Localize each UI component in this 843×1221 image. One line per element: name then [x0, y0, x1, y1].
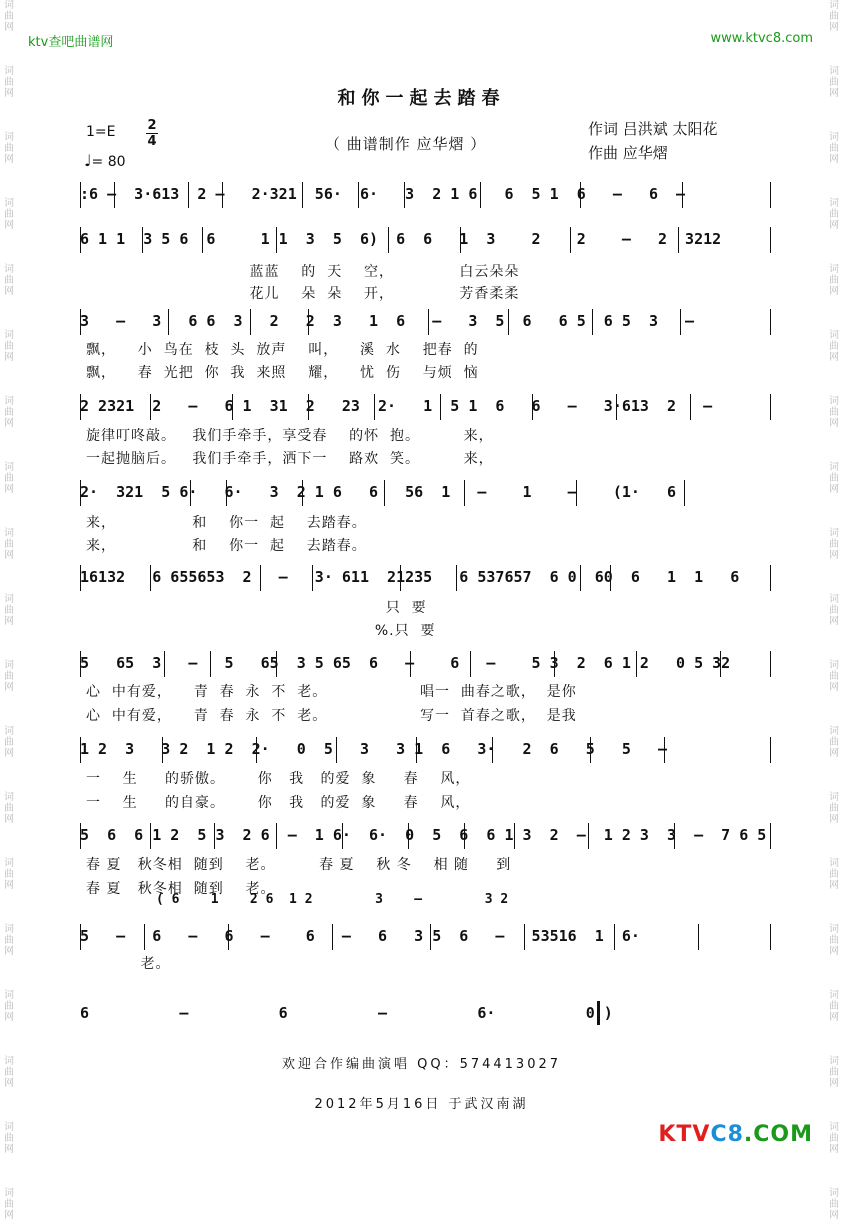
watermark-text: 词 曲 网	[4, 660, 14, 693]
watermark-text: 词 曲 网	[4, 462, 14, 495]
barline	[144, 924, 145, 950]
watermark-text: 词 曲 网	[829, 726, 839, 759]
barline	[80, 651, 81, 677]
barline	[384, 480, 385, 506]
watermark-text: 词 曲 网	[829, 990, 839, 1023]
tempo-marking	[84, 151, 126, 170]
barline	[336, 737, 337, 763]
lyric-line: 一 生 的骄傲。 你 我 的爱 象 春 风，	[86, 771, 471, 787]
barline	[228, 924, 229, 950]
quarter-note-icon: ♩	[84, 151, 92, 170]
barline	[80, 480, 81, 506]
barline	[80, 737, 81, 763]
barline	[508, 309, 509, 335]
barline	[80, 565, 81, 591]
barline	[80, 309, 81, 335]
barline	[408, 823, 409, 849]
barline	[342, 823, 343, 849]
barline	[770, 651, 771, 677]
barline	[222, 182, 223, 208]
watermark-text: 词 曲 网	[829, 1188, 839, 1221]
score-row	[80, 927, 775, 945]
barline	[616, 394, 617, 420]
barline	[256, 737, 257, 763]
barline	[770, 924, 771, 950]
watermark-text: 词 曲 网	[4, 330, 14, 363]
watermark-text: 词 曲 网	[829, 132, 839, 165]
score-row	[80, 568, 775, 586]
barline	[226, 480, 227, 506]
barline	[210, 651, 211, 677]
barline	[514, 823, 515, 849]
barline	[332, 924, 333, 950]
site-name-left[interactable]: ktv查吧曲谱网	[28, 35, 114, 50]
barline	[276, 823, 277, 849]
right-watermark-strip	[825, 0, 843, 1221]
score-row	[80, 654, 775, 672]
watermark-text: 词 曲 网	[4, 0, 14, 33]
watermark-text: 词 曲 网	[829, 1056, 839, 1089]
composer-credit: 作曲 应华熠	[588, 144, 668, 162]
date-note: 2012年5月16日 于武汉南湖	[314, 1097, 529, 1112]
score-row	[80, 483, 775, 501]
barline	[456, 565, 457, 591]
lyric-line: 花儿 朵 朵 开， 芳香柔柔	[86, 286, 520, 302]
contact-note: 欢迎合作编曲演唱 QQ：574413027	[281, 1057, 562, 1072]
barline	[680, 309, 681, 335]
watermark-text: 词 曲 网	[829, 66, 839, 99]
final-barline	[597, 1001, 600, 1025]
barline	[416, 737, 417, 763]
barline	[214, 823, 215, 849]
lyric-line: 来， 和 你一 起 去踏春。	[86, 515, 367, 531]
barline	[460, 227, 461, 253]
lyric-line: 蓝蓝 的 天 空， 白云朵朵	[86, 264, 520, 280]
credits	[588, 117, 718, 165]
barline	[302, 182, 303, 208]
score-row	[80, 1004, 775, 1022]
barline	[664, 737, 665, 763]
watermark-text: 词 曲 网	[829, 1122, 839, 1155]
logo-part-com: .COM	[743, 1122, 813, 1147]
barline	[150, 394, 151, 420]
watermark-text: 词 曲 网	[829, 264, 839, 297]
barline	[190, 480, 191, 506]
watermark-text: 词 曲 网	[4, 264, 14, 297]
barline	[150, 823, 151, 849]
lyric-line: 一起抛脑后。 我们手牵手，洒下一 路欢 笑。 来，	[86, 451, 494, 467]
lyric-line: 春 夏 秋冬相 随到 老。 春 夏 秋 冬 相 随 到	[86, 857, 512, 873]
barline	[464, 823, 465, 849]
score-notes: :6 – 3·613 2 – 2·321 56· 6· 3 2 1 6 6 5 1 6 – 6 –	[80, 185, 686, 203]
barline	[770, 227, 771, 253]
barline	[684, 480, 685, 506]
barline	[698, 924, 699, 950]
barline	[614, 924, 615, 950]
barline	[202, 227, 203, 253]
barline	[682, 182, 683, 208]
barline	[80, 394, 81, 420]
barline	[276, 227, 277, 253]
lyric-line: 飘， 春 光把 你 我 来照 耀， 忧 伤 与烦 恼	[86, 365, 479, 381]
meter-top: 2	[147, 118, 157, 133]
barline	[770, 823, 771, 849]
score-row	[80, 826, 775, 844]
site-url-right[interactable]: www.ktvc8.com	[710, 31, 813, 46]
barline	[232, 394, 233, 420]
left-watermark-strip	[0, 0, 18, 1221]
barline	[580, 182, 581, 208]
barline	[188, 182, 189, 208]
watermark-text: 词 曲 网	[829, 660, 839, 693]
score-row	[80, 185, 775, 203]
score-notes: 16132 6 655653 2 – 3· 611 21235 6 537657 6 0 60 6 1 1 6	[80, 568, 740, 586]
barline	[312, 565, 313, 591]
watermark-text: 词 曲 网	[4, 792, 14, 825]
barline	[480, 182, 481, 208]
watermark-text: 词 曲 网	[829, 462, 839, 495]
watermark-text: 词 曲 网	[829, 528, 839, 561]
barline	[770, 737, 771, 763]
barline	[276, 651, 277, 677]
watermark-text: 词 曲 网	[4, 66, 14, 99]
lyric-line: 春 夏 秋冬相 随到 老。	[86, 881, 276, 897]
score-row	[80, 397, 775, 415]
barline	[492, 737, 493, 763]
watermark-text: 词 曲 网	[4, 726, 14, 759]
score-row	[80, 740, 775, 758]
barline	[142, 227, 143, 253]
barline	[164, 651, 165, 677]
barline	[260, 565, 261, 591]
barline	[770, 394, 771, 420]
key-signature: 1=E	[86, 124, 116, 140]
score-notes: 2 2321 2 – 6 1 31 2 23 2· 1 5 1 6 6 – 3·613 2 –	[80, 397, 713, 415]
lyric-line: 老。	[86, 956, 171, 972]
score-notes: 6 1 1 3 5 6 6 1 1 3 5 6) 6 6 1 3 2 2 – 2 3212	[80, 230, 722, 248]
barline	[150, 565, 151, 591]
watermark-text: 词 曲 网	[829, 594, 839, 627]
lyric-line: 只 要	[86, 600, 427, 616]
lyric-line: 来， 和 你一 起 去踏春。	[86, 538, 367, 554]
barline	[690, 394, 691, 420]
barline	[554, 651, 555, 677]
site-logo[interactable]	[658, 1122, 813, 1147]
meter-bottom: 4	[147, 134, 157, 149]
barline	[80, 227, 81, 253]
barline	[464, 480, 465, 506]
barline	[588, 823, 589, 849]
watermark-text: 词 曲 网	[4, 198, 14, 231]
barline	[610, 565, 611, 591]
barline	[590, 737, 591, 763]
tempo-value: = 80	[91, 154, 126, 170]
barline	[770, 182, 771, 208]
barline	[720, 651, 721, 677]
barline	[580, 565, 581, 591]
barline	[162, 737, 163, 763]
lyric-line: 心 中有爱， 青 春 永 不 老。 写一 首春之歌， 是我	[86, 708, 577, 724]
barline	[80, 924, 81, 950]
watermark-text: 词 曲 网	[829, 792, 839, 825]
watermark-text: 词 曲 网	[829, 0, 839, 33]
watermark-text: 词 曲 网	[829, 858, 839, 891]
watermark-text: 词 曲 网	[4, 594, 14, 627]
barline	[410, 651, 411, 677]
logo-part-c8: C8	[710, 1122, 744, 1147]
watermark-text: 词 曲 网	[829, 924, 839, 957]
barline	[636, 651, 637, 677]
barline	[80, 182, 81, 208]
barline	[404, 182, 405, 208]
barline	[592, 309, 593, 335]
lyric-line: 心 中有爱， 青 春 永 不 老。 唱一 曲春之歌， 是你	[86, 684, 577, 700]
barline	[440, 394, 441, 420]
lyricist-credit: 作词 吕洪斌 太阳花	[588, 120, 718, 138]
score-row	[80, 312, 775, 330]
barline	[388, 227, 389, 253]
score-notes: 6 – 6 – 6· 0 )	[80, 1004, 613, 1022]
watermark-text: 词 曲 网	[829, 330, 839, 363]
lyric-line: 旋律叮咚敲。 我们手牵手，享受春 的怀 抱。 来，	[86, 428, 494, 444]
barline	[114, 182, 115, 208]
score-notes: 1 2 3 3 2 1 2 2· 0 5 3 3 1 6 3· 2 6 5 5 –	[80, 740, 667, 758]
lyric-line: %.只 要	[86, 623, 436, 639]
logo-part-ktv: KTV	[658, 1122, 711, 1147]
watermark-text: 词 曲 网	[829, 198, 839, 231]
barline	[400, 565, 401, 591]
barline	[168, 309, 169, 335]
barline	[674, 823, 675, 849]
watermark-text: 词 曲 网	[4, 132, 14, 165]
score-notes: 5 65 3 – 5 65 3 5 65 6 – 6 – 5 3 2 6 1 2 0 5 32	[80, 654, 731, 672]
barline	[576, 480, 577, 506]
barline	[524, 924, 525, 950]
watermark-text: 词 曲 网	[4, 528, 14, 561]
barline	[470, 651, 471, 677]
watermark-text: 词 曲 网	[4, 396, 14, 429]
watermark-text: 词 曲 网	[4, 858, 14, 891]
watermark-text: 词 曲 网	[4, 1188, 14, 1221]
barline	[308, 309, 309, 335]
barline	[374, 394, 375, 420]
barline	[570, 227, 571, 253]
time-signature	[146, 118, 158, 149]
barline	[308, 394, 309, 420]
barline	[428, 309, 429, 335]
lyric-line: 一 生 的自豪。 你 我 的爱 象 春 风，	[86, 795, 471, 811]
barline	[80, 823, 81, 849]
song-title: 和你一起去踏春	[337, 88, 506, 109]
watermark-text: 词 曲 网	[4, 1122, 14, 1155]
score-notes: 5 – 6 – 6 – 6 – 6 3 5 6 – 53516 1 6·	[80, 927, 640, 945]
watermark-text: 词 曲 网	[4, 990, 14, 1023]
watermark-text: 词 曲 网	[4, 1056, 14, 1089]
score-notes: 2· 321 5 6· 6· 3 2 1 6 6 56 1 – 1 – (1· 6	[80, 483, 677, 501]
score-notes: 3 – 3 6 6 3 2 2 3 1 6 – 3 5 6 6 5 6 5 3 –	[80, 312, 695, 330]
barline	[678, 227, 679, 253]
barline	[532, 394, 533, 420]
score-row	[80, 230, 775, 248]
score-maker: （ 曲谱制作 应华熠 ）	[325, 135, 487, 153]
watermark-text: 词 曲 网	[4, 924, 14, 957]
score-notes: 5 6 6 1 2 5 3 2 6 – 1 6· 6· 0 5 6 6 1 3 2 – 1 2 3 3 – 7 6 5	[80, 826, 767, 844]
barline	[302, 480, 303, 506]
watermark-text: 词 曲 网	[829, 396, 839, 429]
interlude-line: ( 6 1 2 6 1 2 3 – 3 2	[156, 892, 509, 907]
barline	[770, 309, 771, 335]
barline	[250, 309, 251, 335]
barline	[430, 924, 431, 950]
barline	[770, 565, 771, 591]
barline	[358, 182, 359, 208]
lyric-line: 飘， 小 鸟在 枝 头 放声 叫， 溪 水 把春 的	[86, 342, 479, 358]
